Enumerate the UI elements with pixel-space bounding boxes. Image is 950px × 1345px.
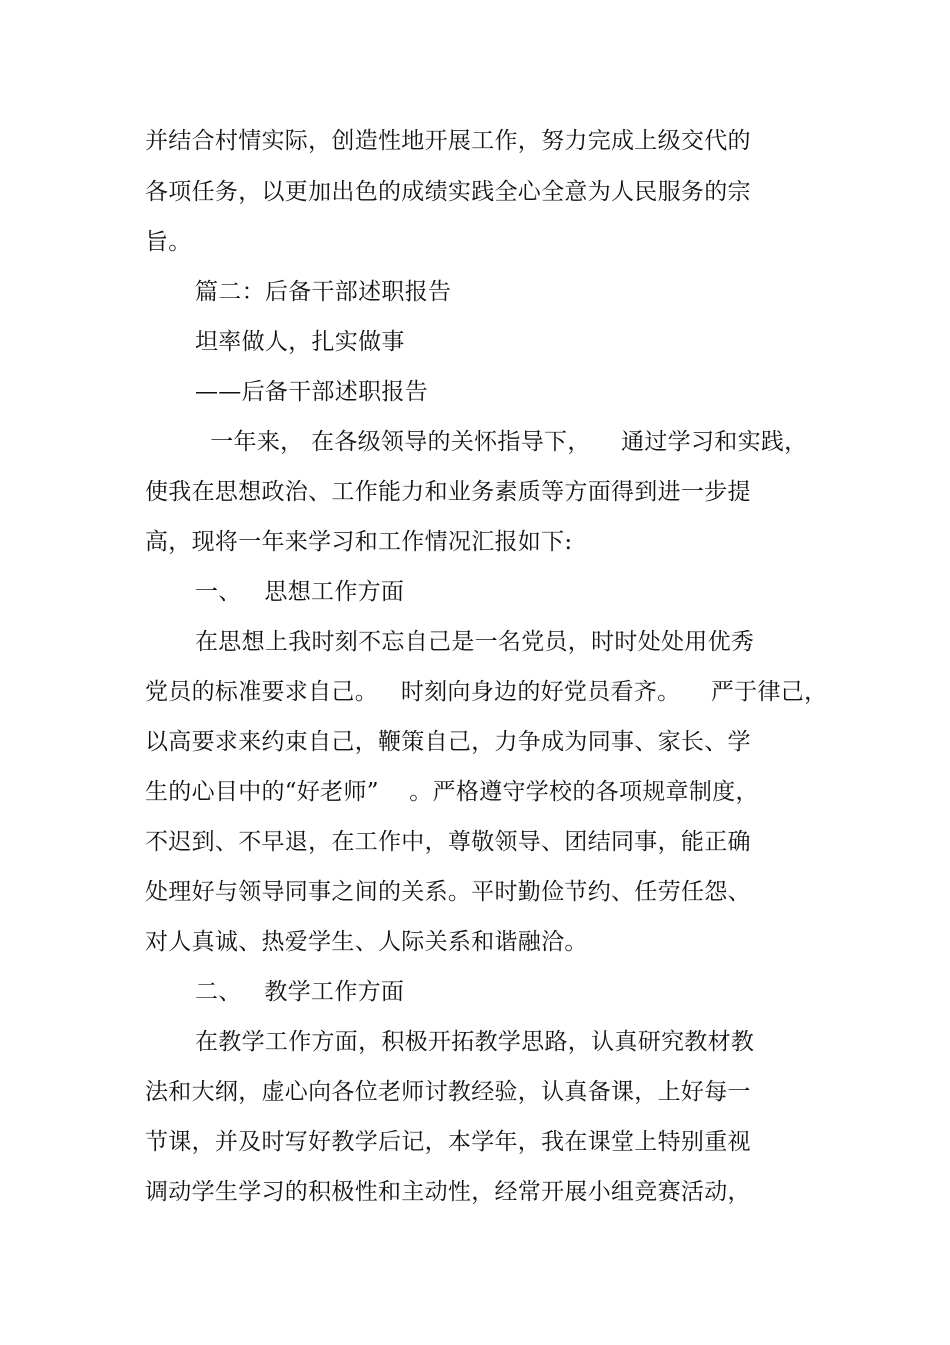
- report-subtitle: ——后备干部述职报告: [195, 379, 428, 405]
- text-line: 处理好与领导同事之间的关系。平时勤俭节约、任劳任怨、: [145, 879, 751, 905]
- section-heading: 一、 思想工作方面: [195, 579, 405, 605]
- text-line: 法和大纲，虚心向各位老师讨教经验，认真备课，上好每一: [145, 1079, 751, 1105]
- section-heading: 二、 教学工作方面: [195, 979, 405, 1005]
- text-line: 生的心目中的“好老师” 。严格遵守学校的各项规章制度，: [145, 779, 759, 805]
- text-line: 节课，并及时写好教学后记，本学年，我在课堂上特别重视: [145, 1129, 751, 1155]
- text-line: 不迟到、不早退，在工作中，尊敬领导、团结同事，能正确: [145, 829, 751, 855]
- text-line: 在教学工作方面，积极开拓教学思路，认真研究教材教: [195, 1029, 755, 1055]
- text-line: 各项任务，以更加出色的成绩实践全心全意为人民服务的宗: [145, 179, 751, 205]
- text-line: 一年来， 在各级领导的关怀指导下， 通过学习和实践，: [195, 429, 808, 455]
- text-line: 调动学生学习的积极性和主动性，经常开展小组竞赛活动，: [145, 1179, 751, 1205]
- text-line: 在思想上我时刻不忘自己是一名党员，时时处处用优秀: [195, 629, 755, 655]
- report-title: 坦率做人，扎实做事: [195, 329, 405, 355]
- text-line: 使我在思想政治、工作能力和业务素质等方面得到进一步提: [145, 479, 751, 505]
- text-line: 对人真诚、热爱学生、人际关系和谐融洽。: [145, 929, 588, 955]
- text-line: 高，现将一年来学习和工作情况汇报如下:: [145, 529, 573, 555]
- section-heading: 篇二：后备干部述职报告: [195, 279, 452, 305]
- text-line: 以高要求来约束自己，鞭策自己，力争成为同事、家长、学: [145, 729, 751, 755]
- text-line: 并结合村情实际，创造性地开展工作，努力完成上级交代的: [145, 128, 751, 154]
- text-line: 旨。: [145, 229, 192, 255]
- text-line: 党员的标准要求自己。 时刻向身边的好党员看齐。 严于律己，: [145, 679, 828, 705]
